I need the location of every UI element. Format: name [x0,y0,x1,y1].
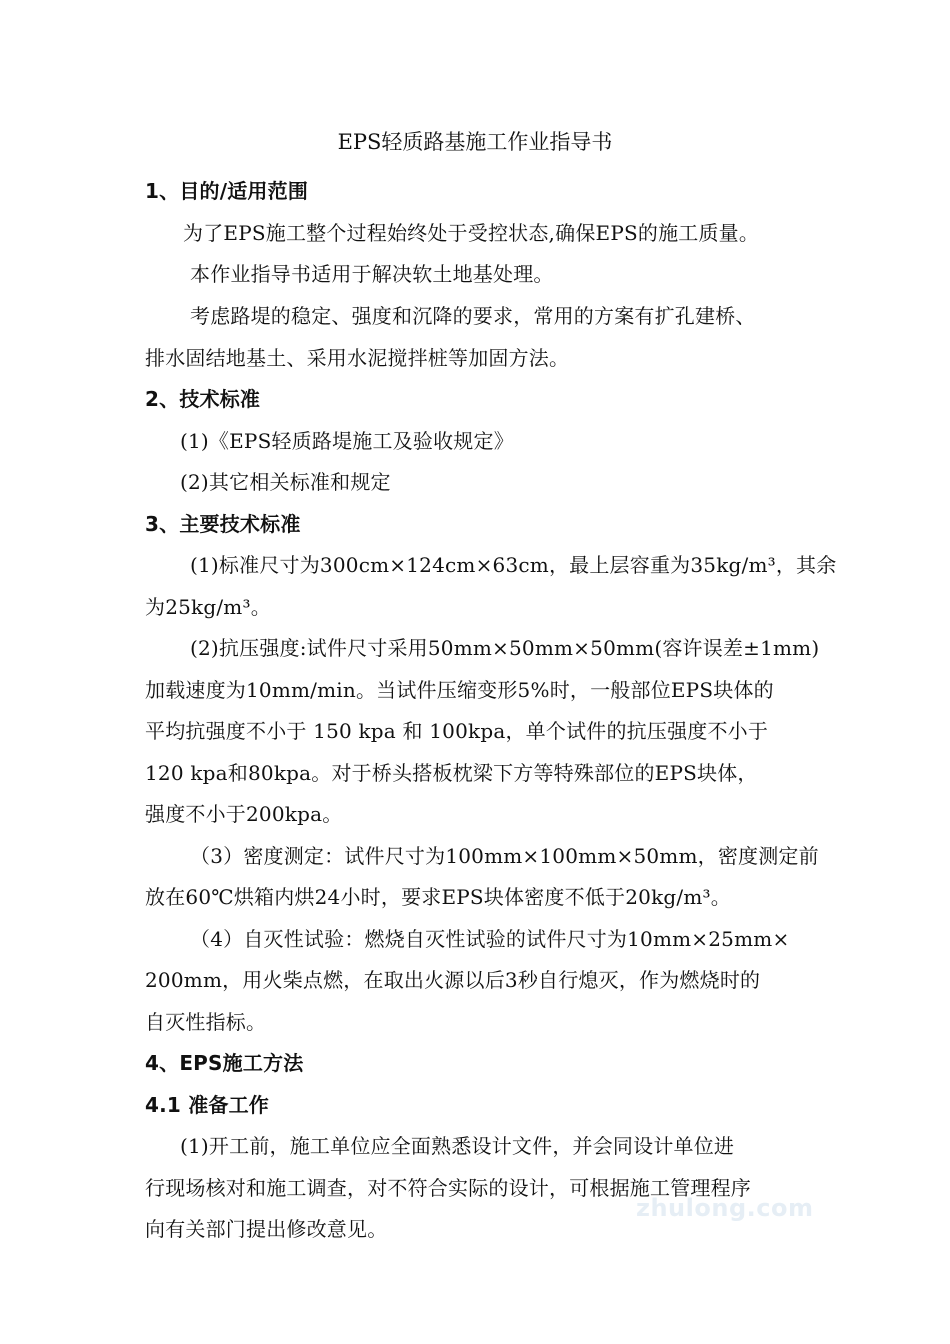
paragraph-line: 考虑路堤的稳定、强度和沉降的要求，常用的方案有扩孔建桥、 [190,304,756,328]
watermark: zhulong.com [636,1194,814,1222]
paragraph-line: 为了EPS施工整个过程始终处于受控状态,确保EPS的施工质量。 [183,221,760,245]
paragraph-line: （3）密度测定：试件尺寸为100mm×100mm×50mm，密度测定前 [190,844,819,868]
paragraph-line: 120 kpa和80kpa。对于桥头搭板枕梁下方等特殊部位的EPS块体， [145,761,758,785]
paragraph-line: 为25kg/m³。 [145,595,271,619]
paragraph-line: 自灭性指标。 [145,1010,267,1034]
section-4-heading: 4、EPS施工方法 [145,1051,304,1075]
section-3-heading: 3、主要技术标准 [145,512,301,536]
section-2-heading: 2、技术标准 [145,387,261,411]
paragraph-line: 放在60℃烘箱内烘24小时，要求EPS块体密度不低于20kg/m³。 [145,885,731,909]
paragraph-line: 加载速度为10mm/min。当试件压缩变形5%时，一般部位EPS块体的 [145,678,774,702]
paragraph-line: （4）自灭性试验：燃烧自灭性试验的试件尺寸为10mm×25mm× [190,927,790,951]
paragraph-line: 强度不小于200kpa。 [145,802,343,826]
list-item: (2)其它相关标准和规定 [180,470,391,494]
paragraph-line: (2)抗压强度:试件尺寸采用50mm×50mm×50mm(容许误差±1mm) [190,636,820,660]
paragraph-line: 行现场核对和施工调查，对不符合实际的设计，可根据施工管理程序 [145,1176,751,1200]
section-1-heading: 1、目的/适用范围 [145,179,309,203]
section-4-1-heading: 4.1 准备工作 [145,1093,269,1117]
document-title: EPS轻质路基施工作业指导书 [337,130,613,154]
paragraph-line: (1)开工前，施工单位应全面熟悉设计文件，并会同设计单位进 [180,1134,735,1158]
paragraph-line: 排水固结地基土、采用水泥搅拌桩等加固方法。 [145,346,570,370]
paragraph-line: 本作业指导书适用于解决软土地基处理。 [190,262,554,286]
paragraph-line: (1)标准尺寸为300cm×124cm×63cm，最上层容重为35kg/m³，其余 [190,553,837,577]
paragraph-line: 平均抗强度不小于 150 kpa 和 100kpa，单个试件的抗压强度不小于 [145,719,769,743]
paragraph-line: 向有关部门提出修改意见。 [145,1217,388,1241]
list-item: (1)《EPS轻质路堤施工及验收规定》 [180,429,514,453]
paragraph-line: 200mm，用火柴点燃，在取出火源以后3秒自行熄灭，作为燃烧时的 [145,968,761,992]
